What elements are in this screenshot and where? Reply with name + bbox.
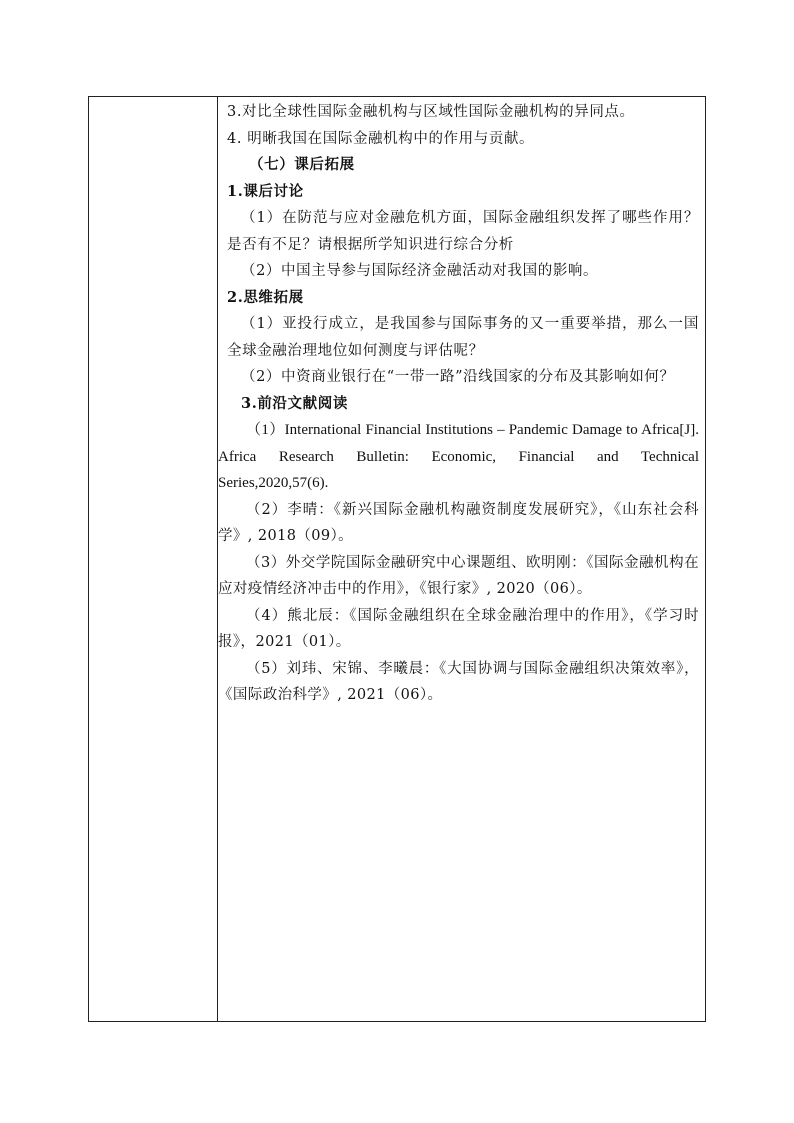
discussion-question-2: （2）中国主导参与国际经济金融活动对我国的影响。 [241,263,599,279]
reference-item: （3）外交学院国际金融研究中心课题组、欧明刚：《国际金融机构在应对疫情经济冲击中的作用》，《银行家》, 2020（06）。 [218,554,699,597]
objective-item-3: 3.对比全球性国际金融机构与区域性国际金融机构的异同点。 [227,104,635,120]
reference-item: （2）李晴：《新兴国际金融机构融资制度发展研究》，《山东社会科学》, 2018（09）。 [218,501,699,544]
discussion-question-1: （1）在防范与应对金融危机方面，国际金融组织发挥了哪些作用？是否有不足？请根据所学知识进行综合分析 [227,210,699,253]
table-content-cell [218,97,699,709]
thinking-question-1: （1）亚投行成立，是我国参与国际事务的又一重要举措，那么一国全球金融治理地位如何测度与评估呢？ [227,316,699,359]
reference-item: （4）熊北辰：《国际金融组织在全球金融治理中的作用》，《学习时报》，2021（01）。 [218,607,699,650]
discussion-heading: 1.课后讨论 [227,182,304,200]
reference-item: （5）刘玮、宋锦、李曦晨：《大国协调与国际金融组织决策效率》，《国际政治科学》, 2021（06）。 [218,660,699,703]
reading-heading: 3.前沿文献阅读 [241,394,348,412]
table-left-cell [89,97,218,1021]
section-title: （七）课后拓展 [249,156,355,173]
reference-item: （1）International Financial Institutions – Pandemic Damage to Africa[J]. Africa Research Bulletin: Economic, Financial and Technical Series,2020,57(6). [218,422,699,491]
document-table [88,96,706,1022]
thinking-heading: 2.思维拓展 [227,288,304,306]
thinking-question-2: （2）中资商业银行在“一带一路”沿线国家的分布及其影响如何？ [241,369,675,385]
objective-item-4: 4. 明晰我国在国际金融机构中的作用与贡献。 [227,130,535,147]
